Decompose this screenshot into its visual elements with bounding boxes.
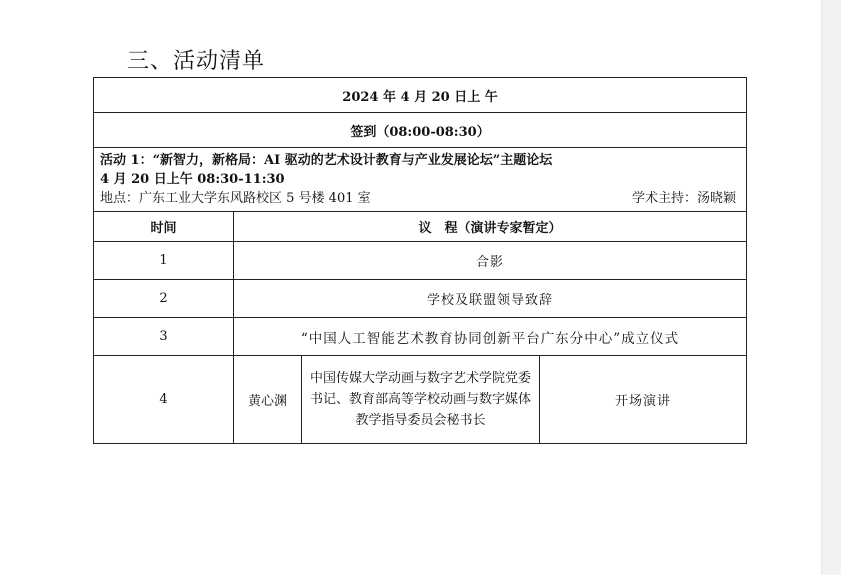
row-number: 2 <box>94 280 234 318</box>
agenda-item: “中国人工智能艺术教育协同创新平台广东分中心”成立仪式 <box>234 318 747 356</box>
activity-schedule-table <box>93 77 747 444</box>
table-row <box>94 242 747 280</box>
row-number: 4 <box>94 356 234 444</box>
header-time: 时间 <box>94 212 234 242</box>
activity-venue: 地点：广东工业大学东风路校区 5 号楼 401 室 <box>100 191 371 206</box>
activity-host: 学术主持：汤晓颖 <box>632 191 737 206</box>
row-number: 3 <box>94 318 234 356</box>
activity-time: 4 月 20 日上午 08:30-11:30 <box>100 172 285 187</box>
scrollbar-track[interactable] <box>821 0 841 575</box>
date-row <box>94 78 747 113</box>
signin-row <box>94 113 747 148</box>
activity-info-cell <box>94 148 747 212</box>
activity-venue-line <box>100 189 742 208</box>
table-header-row <box>94 212 747 242</box>
speaker-title: 中国传媒大学动画与数字艺术学院党委书记、教育部高等学校动画与数字媒体教学指导委员会秘书长 <box>302 356 540 444</box>
date-cell: 2024 年 4 月 20 日上 午 <box>94 78 747 113</box>
row-number: 1 <box>94 242 234 280</box>
agenda-item: 合影 <box>234 242 747 280</box>
signin-cell: 签到（08:00-08:30） <box>94 113 747 148</box>
speaker-name: 黄心渊 <box>234 356 302 444</box>
agenda-item: 学校及联盟领导致辞 <box>234 280 747 318</box>
activity-info-row <box>94 148 747 212</box>
table-row <box>94 318 747 356</box>
header-agenda: 议 程（演讲专家暂定） <box>234 212 747 242</box>
section-title: 三、活动清单 <box>127 49 266 74</box>
table-row <box>94 356 747 444</box>
speech-topic: 开场演讲 <box>540 356 747 444</box>
table-row <box>94 280 747 318</box>
activity-title: 活动 1：“新智力，新格局：AI 驱动的艺术设计教育与产业发展论坛”主题论坛 <box>100 153 553 168</box>
